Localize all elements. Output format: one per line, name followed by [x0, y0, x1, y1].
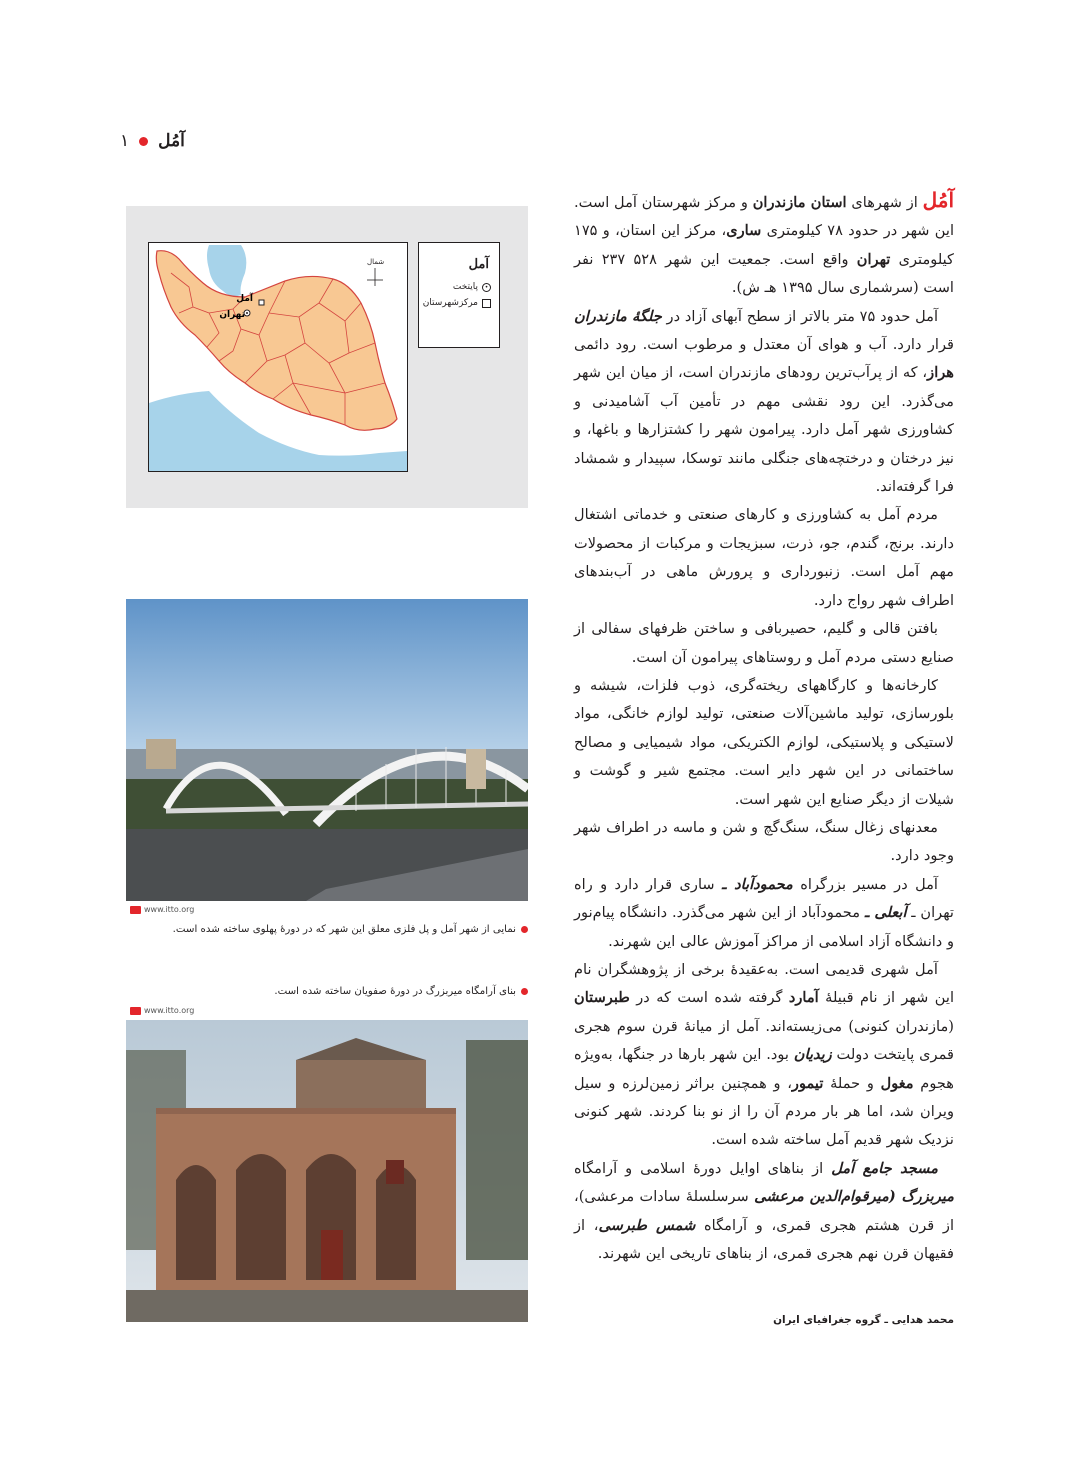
paragraph-4 — [574, 615, 954, 672]
paragraph-3 — [574, 501, 954, 615]
map-label-amol: آمل — [236, 294, 253, 304]
photo1-caption — [126, 924, 528, 935]
body-text: بود. این شهر بارها در جنگها، به‌ویژه هجوم — [574, 1046, 954, 1092]
body-text: و مرکز شهرستان آمل است. این شهر در حدود ۷۸ کیلومتری — [574, 194, 955, 240]
paragraph-7 — [574, 871, 954, 956]
legend-title: آمل — [468, 257, 489, 272]
emphasis-text: آمارد — [788, 989, 819, 1007]
emphasis-text: مسجد جامع آمل — [831, 1159, 938, 1177]
emphasis-text: تهران — [856, 250, 891, 268]
body-text: معدنهای زغال سنگ، سنگ‌گچ و شن و ماسه در اطراف شهر وجود دارد. — [574, 818, 954, 865]
north-arrow — [363, 258, 393, 288]
body-text: ، از فقیهان قرن نهم هجری قمری، از بناهای تاریخی این شهرند. — [574, 1216, 954, 1263]
author-credit: محمد هدایی ـ گروه جغرافیای ایران — [773, 1314, 954, 1326]
emphasis-text: هراز — [927, 364, 954, 382]
amol-county-icon — [259, 300, 264, 305]
photo2-caption-text: بنای آرامگاه میربزرگ در دورهٔ صفویان ساخته شده است. — [274, 986, 516, 997]
county-symbol-icon — [482, 299, 491, 308]
capital-symbol-icon: • — [482, 283, 491, 292]
caption-bullet-icon — [521, 926, 528, 933]
body-text: گرفته شده است که در — [629, 989, 789, 1007]
emphasis-text: مغول — [880, 1074, 914, 1092]
article-body — [574, 186, 954, 1268]
body-text: آمل در مسیر بزرگراه — [792, 875, 938, 893]
body-text: ساری قرار دارد و راه تهران ـ — [574, 875, 954, 922]
body-text: سرسلسلهٔ سادات مرعشی)، از قرن هشتم هجری قمری، و آرامگاه — [574, 1188, 955, 1234]
body-text: محمودآباد از این شهر می‌گذرد. دانشگاه پیام‌نور و دانشگاه آزاد اسلامی از مراکز آموزش عالی این شهرند. — [574, 904, 954, 950]
body-text: کارخانه‌ها و کارگاههای ریخته‌گری، ذوب فلزات، شیشه و بلورسازی، تولید ماشین‌آلات صنعتی، تولید لوازم خانگی، مواد لاستیکی و پلاستیکی، لوازم الکتریکی، مواد شیمیایی و مصالح ساختمانی در این شهر دایر است. مجتمع شیر و گوشت و شیلات از دیگر صنایع این شهر است. — [574, 676, 954, 808]
emphasis-text: استان مازندران — [752, 194, 847, 211]
paragraph-5 — [574, 672, 954, 814]
source-camera-icon — [130, 1007, 141, 1015]
paragraph-6 — [574, 814, 954, 871]
body-text: بافتن قالی و گلیم، حصیربافی و ساختن ظرفهای سفالی از صنایع دستی مردم آمل و روستاهای پیرامون آن است. — [574, 620, 954, 666]
body-text: مردم آمل به کشاورزی و کارهای صنعتی و خدماتی اشتغال دارند. برنج، گندم، جو، ذرت، سبزیجات و مرکبات از محصولات مهم آمل است. زنبورداری و پرورش ماهی در آب‌بندهای اطراف شهر رواج دارد. — [574, 506, 954, 609]
paragraph-8 — [574, 956, 954, 1155]
body-text: آمل حدود ۷۵ متر بالاتر از سطح آبهای آزاد در — [661, 307, 939, 325]
header-dot-icon — [139, 137, 148, 146]
photo2-source — [130, 1006, 194, 1015]
mausoleum-image — [126, 1020, 528, 1322]
map-label-tehran: تهران — [219, 310, 245, 320]
caption-bullet-icon — [521, 988, 528, 995]
paragraph-2 — [574, 303, 954, 502]
emphasis-text: طبرستان — [574, 989, 630, 1007]
body-text: از بناهای اوایل دورهٔ اسلامی و آرامگاه — [574, 1159, 832, 1177]
legend-item-county — [419, 298, 491, 308]
page-number: ۱ — [120, 131, 130, 151]
body-text: آمل شهری قدیمی است. به‌عقیدهٔ برخی از پژوهشگران نام این شهر از نام قبیلهٔ — [574, 960, 954, 1007]
emphasis-text: آبعلی ـ — [864, 904, 907, 922]
city-bridge-image — [126, 599, 528, 901]
map-panel — [126, 206, 528, 508]
header-title: آمُل — [158, 131, 185, 151]
photo2-source-text: www.itto.org — [144, 1006, 195, 1015]
photo1-caption-text: نمایی از شهر آمل و پل فلزی معلق این شهر که در دورهٔ پهلوی ساخته شده است. — [172, 924, 516, 935]
emphasis-text: زیدیان — [793, 1046, 832, 1064]
legend-capital-label: پایتخت — [452, 282, 478, 292]
emphasis-text: شمس طبرسی — [598, 1216, 696, 1234]
article-lead: آمُل — [922, 188, 954, 212]
emphasis-text: میربزرگ (میرقوام‌الدین مرعشی — [754, 1188, 954, 1206]
emphasis-text: تیمور — [791, 1074, 824, 1092]
body-text: ، و همچنین براثر زمین‌لرزه و سیل ویران شد، اما هر بار مردم آن را از نو بنا کردند. شهر کنونی نزدیک شهر قدیم آمل ساخته شده است. — [574, 1074, 954, 1149]
running-header — [120, 126, 320, 156]
body-text: ، مرکز این استان، و ۱۷۵ کیلومتری — [574, 222, 954, 268]
body-text: (مازندران کنونی) می‌زیسته‌اند. آمل از میانهٔ قرن سوم هجری قمری پایتخت دولت — [574, 1017, 955, 1064]
north-label: شمال — [367, 258, 385, 266]
body-text: و حملهٔ — [823, 1074, 881, 1092]
photo-city-bridge — [126, 599, 528, 901]
emphasis-text: محمودآباد ـ — [722, 875, 793, 893]
body-text: واقع است. جمعیت این شهر ۵۲۸ ۲۳۷ نفر است (سرشماری سال ۱۳۹۵ هـ ش). — [574, 250, 954, 297]
photo-mausoleum — [126, 1020, 528, 1322]
legend-county-label: مرکزشهرستان — [422, 298, 478, 308]
map-legend — [418, 242, 500, 348]
photo1-source-text: www.itto.org — [144, 905, 195, 914]
photo1-source — [130, 905, 194, 914]
paragraph-9 — [574, 1155, 954, 1269]
body-text: ، که از پرآب‌ترین رودهای مازندران است، از میان این شهر می‌گذرد. این رود نقشی مهم در تأمین آب آشامیدنی و کشاورزی شهر آمل دارد. پیرامون شهر را کشتزارها و باغها، و نیز درختان و درختچه‌های جنگلی مانند توسکا، سپیدار و شمشاد فرا گرفته‌اند. — [574, 364, 954, 496]
body-text: قرار دارد. آب و هوای آن معتدل و مرطوب است. رود دائمی — [574, 336, 954, 354]
emphasis-text: جلگهٔ مازندران — [574, 307, 662, 325]
body-text: از شهرهای — [846, 194, 923, 211]
emphasis-text: ساری — [726, 222, 762, 240]
source-camera-icon — [130, 906, 141, 914]
legend-item-capital — [419, 282, 491, 292]
paragraph-1 — [574, 186, 954, 303]
photo2-caption — [126, 986, 528, 997]
